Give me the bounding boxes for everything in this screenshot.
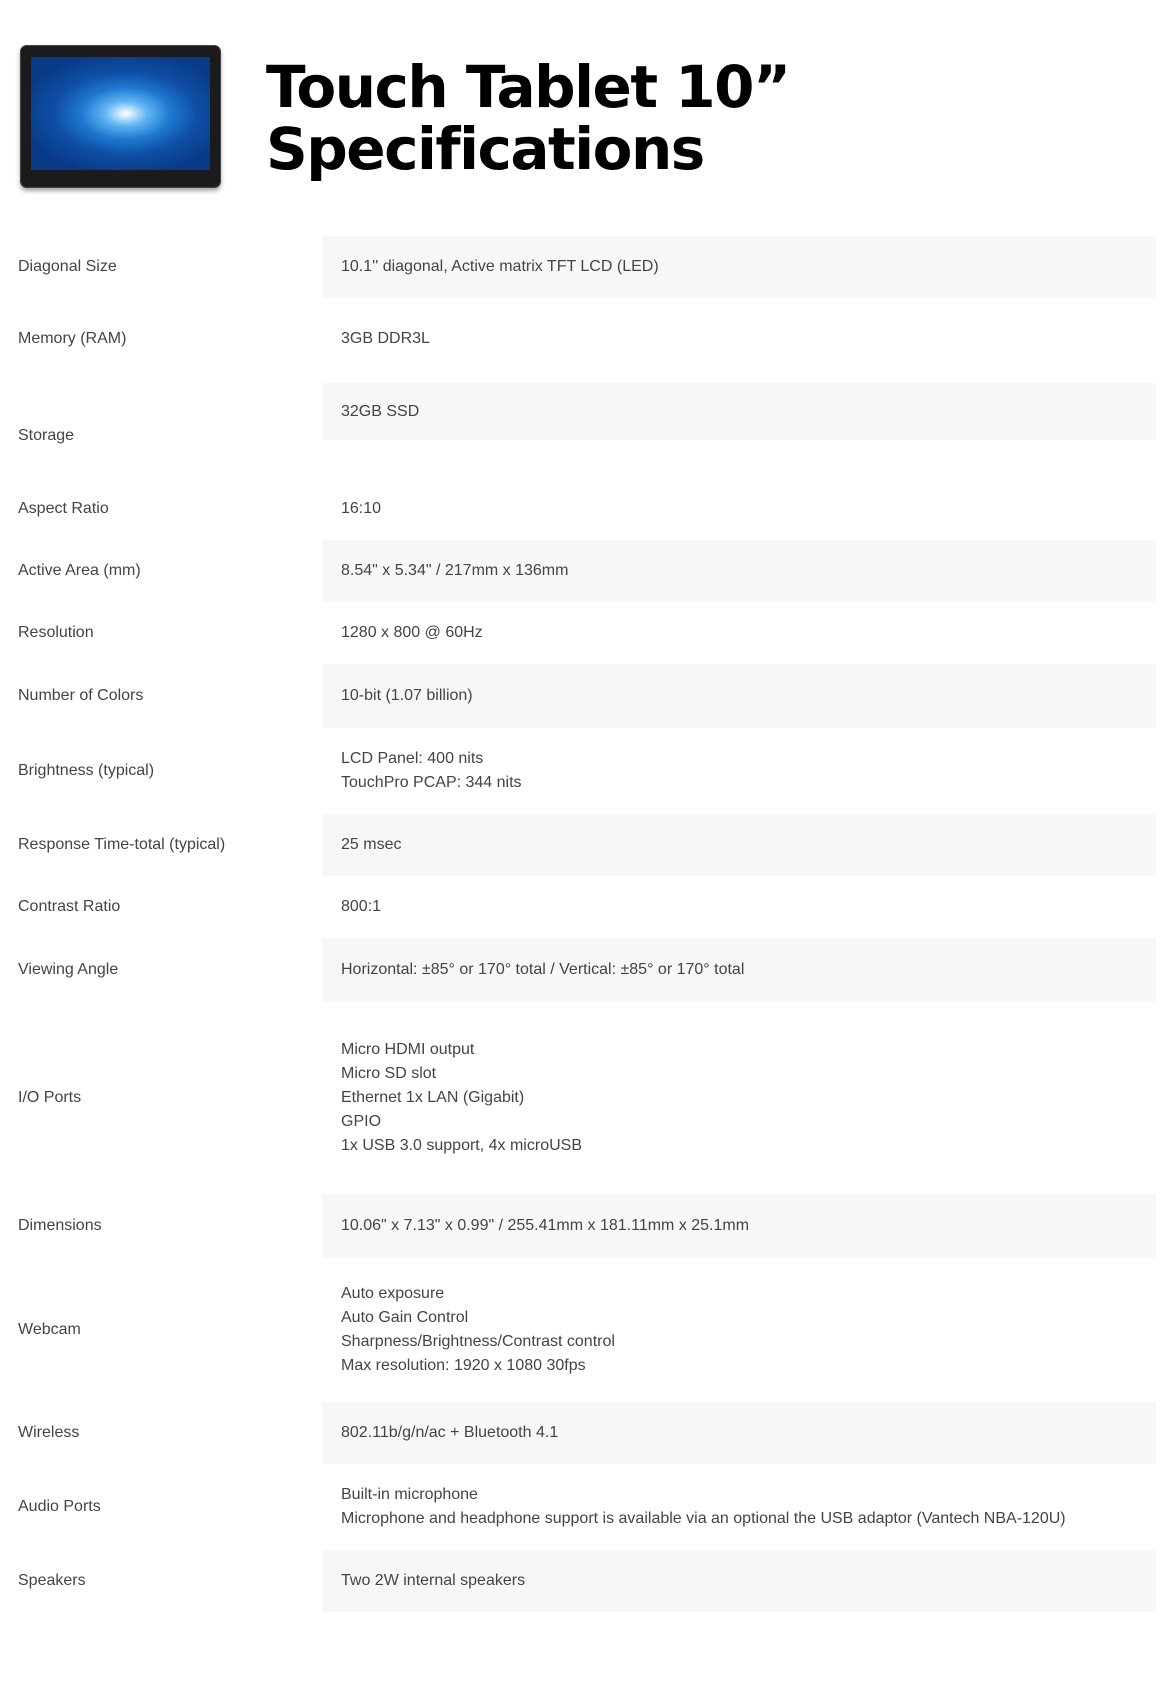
spec-value-line: Max resolution: 1920 x 1080 30fps bbox=[341, 1357, 586, 1374]
spec-label: Viewing Angle bbox=[18, 961, 119, 978]
spec-value-line: 1x USB 3.0 support, 4x microUSB bbox=[341, 1137, 582, 1154]
spec-row bbox=[0, 306, 1164, 372]
spec-row bbox=[0, 938, 1164, 1002]
spec-value bbox=[322, 814, 1156, 876]
spec-value-line: 1280 x 800 @ 60Hz bbox=[341, 624, 483, 641]
spec-value-line: Two 2W internal speakers bbox=[341, 1572, 526, 1589]
spec-row bbox=[0, 540, 1164, 602]
spec-value bbox=[322, 1194, 1156, 1258]
spec-row bbox=[0, 814, 1164, 876]
spec-row bbox=[0, 1002, 1164, 1194]
page-title-line-1: Touch Tablet 10” bbox=[266, 53, 790, 121]
spec-value-line: Sharpness/Brightness/Contrast control bbox=[341, 1333, 615, 1350]
spec-value bbox=[322, 383, 1156, 440]
page-title-line-2: Specifications bbox=[266, 115, 704, 183]
spec-row bbox=[0, 1258, 1164, 1402]
spec-value-line: Horizontal: ±85° or 170° total / Vertical: ±85° or 170° total bbox=[341, 961, 745, 978]
spec-value bbox=[322, 1258, 1156, 1402]
spec-row bbox=[0, 1464, 1164, 1550]
spec-label: Audio Ports bbox=[18, 1498, 101, 1515]
spec-row bbox=[0, 664, 1164, 728]
spec-label: Webcam bbox=[18, 1321, 81, 1338]
spec-row bbox=[0, 602, 1164, 664]
spec-value bbox=[322, 1550, 1156, 1612]
spec-row bbox=[0, 728, 1164, 814]
tablet-product-image bbox=[20, 45, 221, 188]
spec-label: Speakers bbox=[18, 1572, 86, 1589]
spec-value-line: Micro HDMI output bbox=[341, 1041, 475, 1058]
page-header bbox=[0, 0, 1164, 210]
spec-value-line: 802.11b/g/n/ac + Bluetooth 4.1 bbox=[341, 1424, 559, 1441]
spec-label: Aspect Ratio bbox=[18, 500, 109, 517]
spec-value-line: Auto Gain Control bbox=[341, 1309, 469, 1326]
spec-value bbox=[322, 236, 1156, 298]
spec-label: Resolution bbox=[18, 624, 94, 641]
page-title bbox=[266, 53, 790, 183]
spec-value-line: 16:10 bbox=[341, 500, 382, 517]
spec-row bbox=[0, 1550, 1164, 1612]
spec-value bbox=[322, 1402, 1156, 1464]
spec-value-line: 10-bit (1.07 billion) bbox=[341, 687, 473, 704]
spec-row bbox=[0, 236, 1164, 298]
spec-label: Wireless bbox=[18, 1424, 80, 1441]
spec-row bbox=[0, 876, 1164, 938]
tablet-screen bbox=[31, 57, 210, 170]
spec-value-line: Ethernet 1x LAN (Gigabit) bbox=[341, 1089, 525, 1106]
spec-row bbox=[0, 1194, 1164, 1258]
spec-value bbox=[322, 478, 1156, 540]
spec-label: Storage bbox=[18, 426, 75, 444]
spec-value bbox=[322, 602, 1156, 664]
spec-value bbox=[322, 540, 1156, 602]
spec-value-line: 10.1'' diagonal, Active matrix TFT LCD (LED) bbox=[341, 258, 659, 275]
spec-value-line: Built-in microphone bbox=[341, 1486, 478, 1503]
spec-value-line: 3GB DDR3L bbox=[341, 330, 430, 347]
spec-value bbox=[322, 876, 1156, 938]
spec-value bbox=[322, 728, 1156, 814]
spec-row bbox=[0, 1402, 1164, 1464]
spec-value-line: 800:1 bbox=[341, 898, 382, 915]
spec-label: Response Time-total (typical) bbox=[18, 836, 226, 853]
spec-value-line: 10.06" x 7.13" x 0.99" / 255.41mm x 181.11mm x 25.1mm bbox=[341, 1217, 750, 1234]
spec-label: I/O Ports bbox=[18, 1089, 82, 1106]
spec-value-line: Micro SD slot bbox=[341, 1065, 437, 1082]
spec-value-line: 8.54" x 5.34" / 217mm x 136mm bbox=[341, 562, 569, 579]
spec-label: Contrast Ratio bbox=[18, 898, 121, 915]
spec-value-line: 25 msec bbox=[341, 836, 402, 853]
spec-value-line: Auto exposure bbox=[341, 1285, 445, 1302]
spec-value bbox=[322, 664, 1156, 728]
spec-label: Dimensions bbox=[18, 1217, 102, 1234]
spec-value bbox=[322, 1464, 1156, 1550]
spec-value-line: GPIO bbox=[341, 1113, 382, 1130]
spec-label: Diagonal Size bbox=[18, 258, 117, 275]
spec-label: Brightness (typical) bbox=[18, 762, 155, 779]
spec-value bbox=[322, 306, 1156, 372]
spec-row bbox=[0, 478, 1164, 540]
spec-label: Memory (RAM) bbox=[18, 330, 127, 347]
spec-value-line: 32GB SSD bbox=[341, 402, 420, 420]
spec-value-line: Microphone and headphone support is available via an optional the USB adaptor (Vantech NBA-120U) bbox=[341, 1510, 1066, 1527]
spec-label: Number of Colors bbox=[18, 687, 144, 704]
spec-value-line: LCD Panel: 400 nits bbox=[341, 750, 484, 767]
spec-value bbox=[322, 938, 1156, 1002]
spec-label: Active Area (mm) bbox=[18, 562, 141, 579]
spec-row bbox=[0, 383, 1164, 444]
spec-value bbox=[322, 1002, 1156, 1194]
spec-value-line: TouchPro PCAP: 344 nits bbox=[341, 774, 522, 791]
